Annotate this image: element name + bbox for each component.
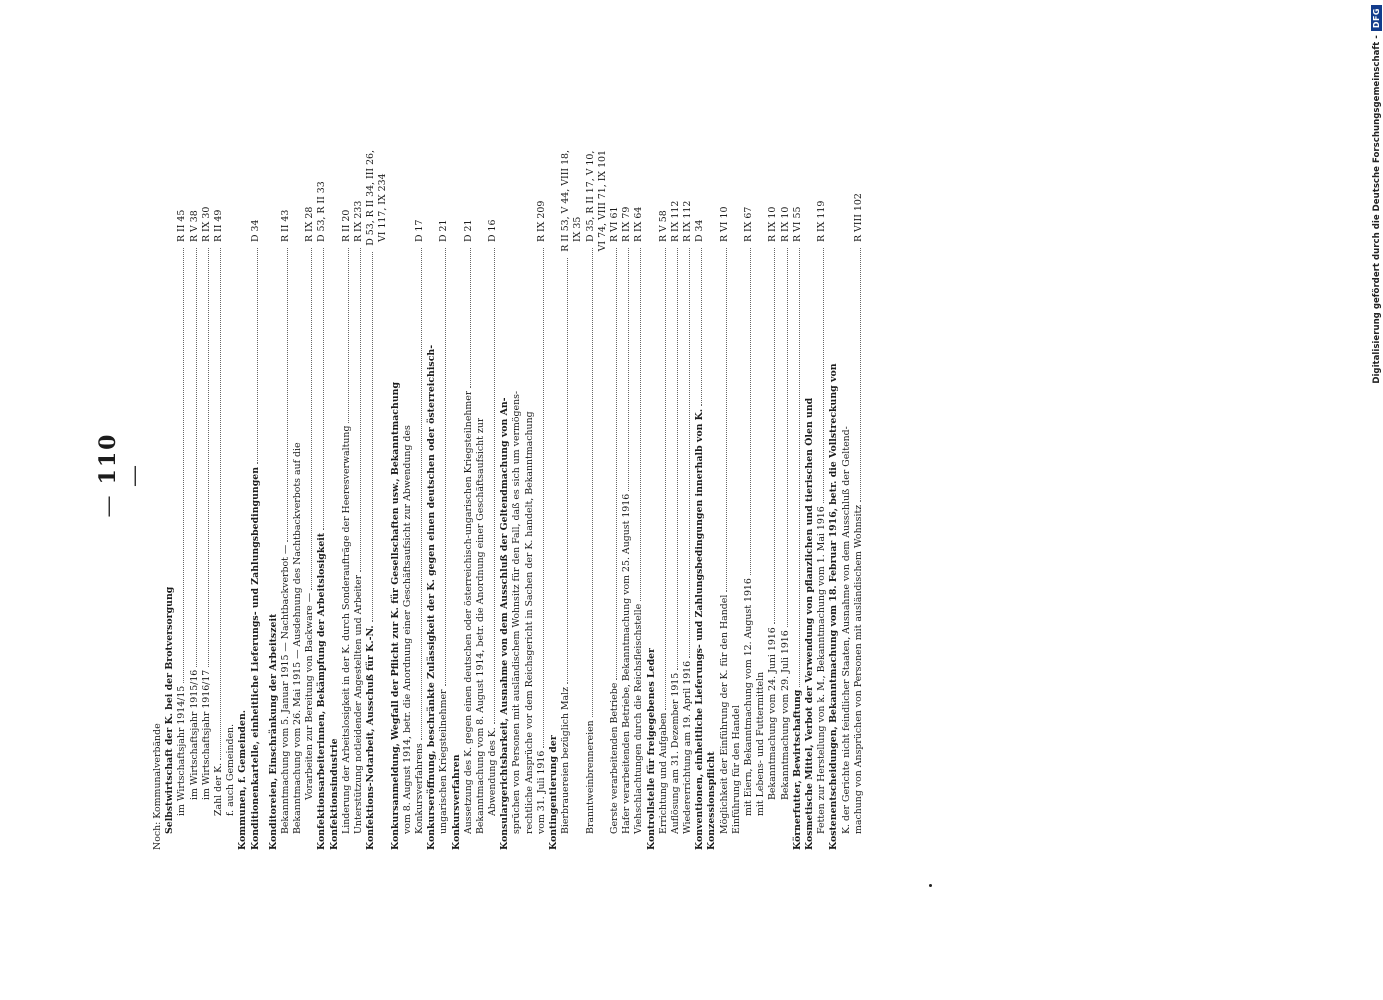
index-entry-line bbox=[365, 150, 377, 850]
index-reference: R IX 112 bbox=[682, 200, 694, 242]
index-keyword: Kosmetische Mittel, Verbot der Verwendung von pflanzlichen und tierischen Ölen und bbox=[803, 397, 815, 850]
page-number-dash: — bbox=[96, 484, 121, 518]
index-reference: R II 45 bbox=[176, 209, 188, 242]
index-entry-line bbox=[780, 150, 792, 850]
dfg-logo: DFG bbox=[1371, 5, 1382, 31]
dot-leader bbox=[470, 248, 471, 388]
dot-leader bbox=[421, 248, 422, 740]
index-entry-line bbox=[828, 150, 840, 850]
dot-leader bbox=[689, 248, 690, 658]
index-entry-text: machung von Ansprüchen von Personen mit ausländischem Wohnsitz bbox=[852, 504, 864, 834]
index-reference: R IX 30 bbox=[200, 206, 212, 242]
index-entry-line bbox=[152, 150, 164, 850]
index-reference: D 17 bbox=[413, 219, 425, 242]
dot-leader bbox=[628, 248, 629, 491]
dot-leader bbox=[196, 248, 197, 667]
index-entry-line bbox=[353, 150, 365, 850]
index-entry-line bbox=[414, 150, 426, 850]
index-reference: R II 53, V 44, VIII 18, bbox=[560, 150, 572, 252]
index-entry-line bbox=[329, 150, 341, 850]
index-reference: D 16 bbox=[487, 219, 499, 242]
page-number-text: 110 bbox=[95, 432, 121, 485]
dot-leader bbox=[445, 248, 446, 686]
index-entry-line bbox=[524, 150, 536, 850]
index-reference: IX 35 bbox=[572, 216, 584, 242]
index-entry-line bbox=[706, 150, 718, 850]
index-entry-text: Errichtung und Aufgaben bbox=[657, 712, 669, 834]
index-reference: D 53, R II 33 bbox=[316, 181, 328, 242]
index-entry-text: Fetten zur Herstellung von k. M., Bekanntmachung vom 1. Mai 1916 bbox=[816, 506, 828, 834]
index-entry-line bbox=[377, 150, 389, 850]
index-entry-text: Möglichkeit der Einführung der K. für den Handel bbox=[718, 594, 730, 834]
dot-leader bbox=[787, 248, 788, 627]
index-entry-line bbox=[853, 150, 865, 850]
index-entry-text: Aussetzung des K. gegen einen deutschen oder österreichisch-ungarischen Kriegsteilnehmer bbox=[462, 390, 474, 834]
index-entry-text: Bekanntmachung vom 26. Mai 1915 — Ausdehnung des Nachtbackverbots auf die bbox=[292, 442, 304, 834]
index-entry-text: Abwendung des K. bbox=[487, 727, 499, 816]
index-reference: R IX 112 bbox=[669, 200, 681, 242]
index-entry-line bbox=[597, 150, 609, 850]
index-entry-line bbox=[694, 150, 706, 850]
index-entry-line bbox=[572, 150, 584, 850]
index-entry-line bbox=[268, 150, 280, 850]
scan-speck bbox=[929, 884, 932, 887]
index-entry-text: Wiedererrichtung am 19. April 1916 bbox=[682, 660, 694, 834]
index-entry-text: im Wirtschaftsjahr 1916/17 bbox=[200, 669, 212, 800]
index-entry-text: ungarischen Kriegsteilnehmer bbox=[438, 689, 450, 834]
index-entry-line bbox=[682, 150, 694, 850]
index-entry-line bbox=[743, 150, 755, 850]
index-reference: R II 49 bbox=[212, 209, 224, 242]
index-entry-line bbox=[316, 150, 328, 850]
index-entry-text: f. auch Gemeinden. bbox=[225, 723, 237, 816]
index-entry-text: im Wirtschaftsjahr 1914/15 bbox=[176, 685, 188, 816]
index-entry-text: Vorarbeiten zur Bereitung von Backware — bbox=[304, 592, 316, 800]
index-entry-line bbox=[755, 150, 767, 850]
index-entry-line bbox=[792, 150, 804, 850]
index-keyword: Selbstwirtschaft der K. bei der Brotversorgung bbox=[164, 586, 176, 834]
index-entry-text: Bekanntmachung vom 29. Juli 1916 bbox=[779, 630, 791, 800]
index-keyword: Konditoreien, Einschränkung der Arbeitszeit bbox=[267, 613, 279, 850]
index-keyword: Konkurseröffnung, beschränkte Zulässigkeit der K. gegen einen deutschen oder österreichisch- bbox=[426, 344, 438, 850]
index-entry-line bbox=[646, 150, 658, 850]
index-entry-line bbox=[426, 150, 438, 850]
index-entry-text: Unterstützung notleidender Angestellten und Arbeiter bbox=[353, 574, 364, 834]
index-reference: R V 58 bbox=[657, 210, 669, 242]
dot-leader bbox=[494, 248, 495, 724]
index-keyword: Kostenentscheidungen, Bekanntmachung vom 18. Februar 1916, betr. die Vollstreckung von bbox=[828, 363, 840, 850]
dot-leader bbox=[567, 258, 568, 684]
index-keyword: Konkursverfahren bbox=[450, 754, 462, 850]
index-entry-text: K. der Gerichte nicht feindlicher Staaten, Ausnahme von dem Ausschluß der Geltend- bbox=[840, 426, 852, 834]
index-keyword: Konfektionsarbeiterinnen, Bekämpfung der Arbeitslosigkeit bbox=[316, 532, 328, 850]
index-reference: R II 43 bbox=[279, 209, 291, 242]
index-reference: D 21 bbox=[462, 219, 474, 242]
page-number-dash: — bbox=[122, 463, 147, 487]
index-keyword: Konditionenkartelle, einheitliche Lieferungs- und Zahlungsbedingungen bbox=[249, 466, 261, 850]
index-entry-text: Linderung der Arbeitslosigkeit in der K. durch Sonderaufträge der Heeresverwaltung bbox=[340, 425, 352, 834]
index-entry-line bbox=[499, 150, 511, 850]
index-entry-line bbox=[451, 150, 463, 850]
index-reference: R II 20 bbox=[340, 209, 352, 242]
index-entry-line bbox=[237, 150, 249, 850]
index-entry-line bbox=[731, 150, 743, 850]
dot-leader bbox=[220, 248, 221, 760]
credit-text: Digitalisierung gefördert durch die Deutsche Forschungsgemeinschaft - bbox=[1371, 35, 1382, 384]
index-entry-line bbox=[189, 150, 201, 850]
index-entry-text: mit Lebens- und Futtermitteln bbox=[755, 671, 767, 816]
index-reference: R IX 28 bbox=[304, 206, 316, 242]
dot-leader bbox=[348, 248, 349, 423]
index-keyword: Kontrollstelle für freigegebenes Leder bbox=[645, 647, 657, 850]
index-entry-line bbox=[560, 150, 572, 850]
dot-leader bbox=[311, 248, 312, 590]
index-reference: R IX 119 bbox=[816, 200, 828, 242]
index-reference: R V 38 bbox=[188, 210, 200, 242]
index-keyword: Konkursanmeldung, Wegfall der Pflicht zur K. für Gesellschaften usw., Bekanntmachung bbox=[389, 381, 401, 850]
index-keyword: Konfektionsindustrie bbox=[328, 738, 340, 850]
index-entry-text: rechtliche Ansprüche vor dem Reichsgericht in Sachen der K. handelt, Bekanntmachung bbox=[523, 411, 535, 834]
dot-leader bbox=[323, 248, 324, 530]
dot-leader bbox=[823, 248, 824, 503]
index-entry-line bbox=[633, 150, 645, 850]
index-entry-line bbox=[341, 150, 353, 850]
index-entry-text: Branntweinbrennereien bbox=[584, 720, 596, 834]
index-entry-line bbox=[463, 150, 475, 850]
dot-leader bbox=[257, 248, 258, 464]
index-keyword: Konzessionspflicht bbox=[706, 751, 718, 850]
index-entry-text: Konkursverfahrens bbox=[413, 743, 425, 834]
index-entry-text: Bekanntmachung vom 5. Januar 1915 — Nachtbackverbot — bbox=[279, 544, 291, 834]
dot-leader bbox=[592, 248, 593, 717]
index-entry-line bbox=[487, 150, 499, 850]
index-entry-line bbox=[176, 150, 188, 850]
index-entry-text: Viehschlachtungen durch die Reichsfleischstelle bbox=[633, 603, 645, 834]
index-reference: R IX 79 bbox=[621, 206, 633, 242]
dot-leader bbox=[543, 248, 544, 748]
index-entry-line bbox=[536, 150, 548, 850]
index-entry-text: mit Eiern, Bekanntmachung vom 12. August 1916 bbox=[743, 578, 754, 816]
dot-leader bbox=[287, 248, 288, 542]
index-entry-text: sprüchen von Personen mit ausländischem Wohnsitz für den Fall, daß es sich um vermögens- bbox=[511, 390, 523, 834]
index-reference: R VI 61 bbox=[608, 206, 620, 242]
dot-leader bbox=[640, 248, 641, 601]
index-entry-line bbox=[280, 150, 292, 850]
index-keyword: Kommunen, f. Gemeinden. bbox=[237, 709, 249, 850]
dot-leader bbox=[860, 248, 861, 502]
index-entry-line bbox=[475, 150, 487, 850]
index-entry-line bbox=[225, 150, 237, 850]
index-entry-line bbox=[402, 150, 414, 850]
index-reference: R VIII 102 bbox=[852, 193, 864, 242]
index-entry-line bbox=[304, 150, 316, 850]
dot-leader bbox=[208, 248, 209, 667]
index-entry-line bbox=[585, 150, 597, 850]
index-reference: R IX 10 bbox=[767, 206, 779, 242]
index-entry-text: Bekanntmachung vom 24. Juni 1916 bbox=[767, 627, 779, 800]
index-reference: R VI 55 bbox=[791, 206, 803, 242]
index-entry-line bbox=[390, 150, 402, 850]
dot-leader bbox=[616, 248, 617, 680]
index-entry-text: Bekanntmachung vom 8. August 1914, betr. die Anordnung einer Geschäftsaufsicht zur bbox=[474, 417, 486, 834]
index-entry-line bbox=[621, 150, 633, 850]
index-reference: R IX 10 bbox=[779, 206, 791, 242]
index-entry-line bbox=[511, 150, 523, 850]
index-entry-line bbox=[719, 150, 731, 850]
index-entry-text: Hafer verarbeitenden Betriebe, Bekanntmachung vom 25. August 1916 bbox=[621, 493, 633, 834]
index-keyword: Kontingentierung der bbox=[548, 735, 559, 850]
dot-leader bbox=[701, 248, 702, 406]
index-reference: D 53, R II 34, III 26, bbox=[365, 150, 377, 246]
index-reference: R IX 209 bbox=[535, 200, 547, 242]
dot-leader bbox=[677, 248, 678, 670]
index-entry-text: im Wirtschaftsjahr 1915/16 bbox=[188, 669, 200, 800]
index-entry-text: Bierbrauereien bezüglich Malz bbox=[560, 686, 572, 834]
index-entry-line bbox=[658, 150, 670, 850]
index-reference: R IX 233 bbox=[353, 200, 364, 242]
index-reference: R VI 10 bbox=[718, 206, 730, 242]
index-entry-text: vom 31. Juli 1916 bbox=[535, 750, 547, 834]
dot-leader bbox=[750, 248, 751, 575]
index-keyword: Konsulargerichtsbarkeit, Ausnahme von dem Ausschluß der Geltendmachung von An- bbox=[499, 397, 511, 850]
index-reference: R IX 67 bbox=[743, 206, 754, 242]
index-entry-text: vom 8. August 1914, betr. die Anordnung einer Geschäftsaufsicht zur Abwendung des bbox=[401, 425, 413, 834]
dot-leader bbox=[360, 248, 361, 572]
dot-leader bbox=[665, 248, 666, 710]
index-entry-text: Auflösung am 31. Dezember 1915 bbox=[669, 672, 681, 834]
digitization-credit bbox=[1371, 5, 1382, 995]
index-entry-line bbox=[548, 150, 560, 850]
index-entry-line bbox=[201, 150, 213, 850]
index-column bbox=[152, 150, 865, 850]
dot-leader bbox=[372, 252, 373, 623]
index-entry-line bbox=[804, 150, 816, 850]
index-entry-line bbox=[767, 150, 779, 850]
index-reference: D 34 bbox=[249, 219, 261, 242]
index-keyword: Konventionen, einheitliche Lieferungs- und Zahlungsbedingungen innerhalb von K. bbox=[694, 408, 706, 850]
index-keyword: Konfektions-Notarbeit, Ausschuß für K.-N. bbox=[365, 625, 377, 850]
index-entry-text: Noch: Kommunalverbände bbox=[152, 723, 163, 850]
index-entry-line bbox=[438, 150, 450, 850]
dot-leader bbox=[183, 248, 184, 683]
index-entry-text: Gerste verarbeitenden Betriebe bbox=[608, 682, 620, 834]
index-entry-line bbox=[250, 150, 262, 850]
index-entry-line bbox=[164, 150, 176, 850]
index-entry-line bbox=[292, 150, 304, 850]
index-entry-line bbox=[213, 150, 225, 850]
index-keyword: Körnerfutter, Bewirtschaftung bbox=[791, 689, 803, 850]
index-entry-text: Einführung für den Handel bbox=[730, 705, 742, 834]
dot-leader bbox=[774, 248, 775, 624]
index-reference: D 35, R II 17, V 10, bbox=[584, 150, 596, 242]
index-entry-line bbox=[609, 150, 621, 850]
index-entry-line bbox=[670, 150, 682, 850]
index-reference: D 34 bbox=[694, 219, 706, 242]
index-reference: VI 74, VIII 71, IX 101 bbox=[596, 150, 608, 252]
index-reference: VI 117, IX 234 bbox=[377, 173, 389, 242]
index-reference: D 21 bbox=[438, 219, 450, 242]
index-entry-line bbox=[816, 150, 828, 850]
index-entry-text: Zahl der K. bbox=[212, 762, 224, 816]
dot-leader bbox=[799, 248, 800, 687]
index-reference: R IX 64 bbox=[633, 206, 645, 242]
index-entry-line bbox=[841, 150, 853, 850]
dot-leader bbox=[726, 248, 727, 592]
page-number bbox=[95, 430, 147, 520]
